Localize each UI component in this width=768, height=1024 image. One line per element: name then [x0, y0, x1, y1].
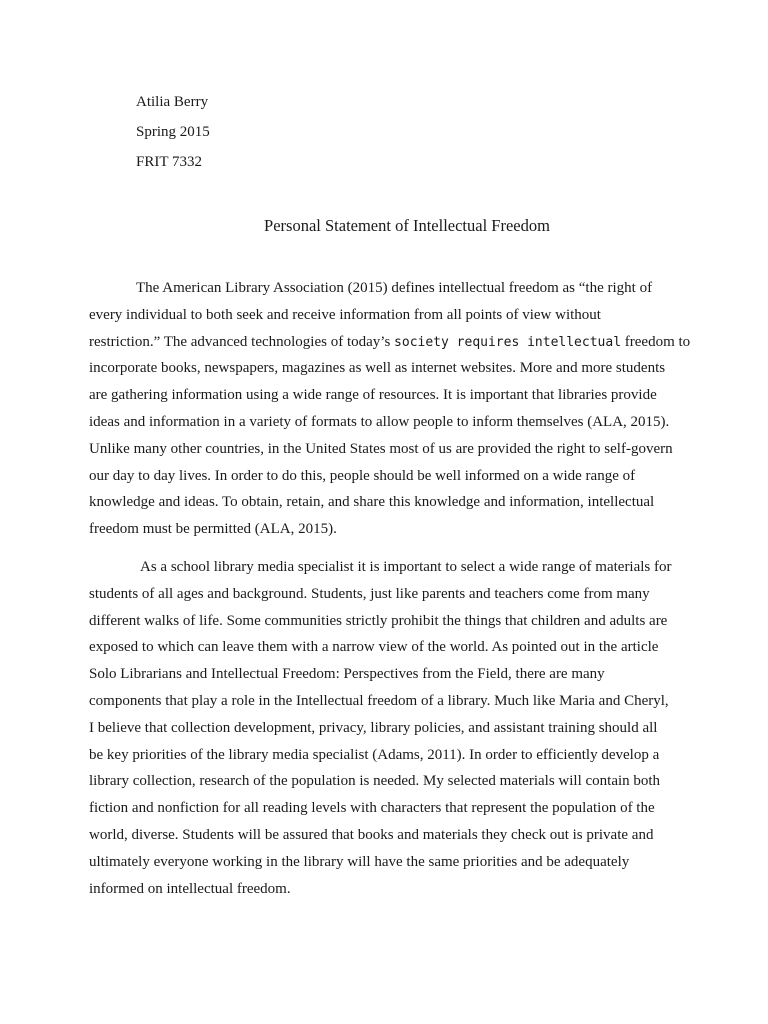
paragraph-line: different walks of life. Some communities strictly prohibit the things that children and adults are	[89, 612, 668, 629]
paragraph-line: components that play a role in the Intellectual freedom of a library. Much like Maria and Cheryl,	[89, 692, 669, 709]
paragraph-line: Unlike many other countries, in the United States most of us are provided the right to self-govern	[89, 440, 673, 457]
paragraph-line: I believe that collection development, privacy, library policies, and assistant training should all	[89, 719, 658, 736]
paragraph-line: knowledge and ideas. To obtain, retain, and share this knowledge and information, intellectual	[89, 494, 655, 511]
document-title: Personal Statement of Intellectual Freedom	[264, 216, 550, 235]
line-text: freedom to	[621, 333, 691, 350]
paragraph-line: informed on intellectual freedom.	[89, 880, 291, 897]
paragraph-line: ultimately everyone working in the library will have the same priorities and be adequately	[89, 853, 630, 870]
paragraph-line: every individual to both seek and receive information from all points of view without	[89, 306, 601, 323]
paragraph-line: exposed to which can leave them with a narrow view of the world. As pointed out in the article	[89, 639, 659, 656]
paragraph-line: are gathering information using a wide range of resources. It is important that libraries provide	[89, 387, 657, 404]
term: Spring 2015	[136, 124, 210, 140]
author-name: Atilia Berry	[136, 94, 209, 110]
mixed-font-text: society requires intellectual	[394, 334, 622, 350]
paragraph-2	[89, 557, 689, 905]
paragraph-line: incorporate books, newspapers, magazines as well as internet websites. More and more students	[89, 360, 666, 377]
paragraph-line: As a school library media specialist it is important to select a wide range of materials for	[140, 559, 672, 575]
paragraph-line: students of all ages and background. Students, just like parents and teachers come from many	[89, 585, 650, 602]
paragraph-line: library collection, research of the population is needed. My selected materials will contain both	[89, 773, 661, 790]
document-header	[136, 92, 210, 182]
line-text: restriction.” The advanced technologies of today’s	[89, 333, 395, 350]
course-code: FRIT 7332	[136, 154, 202, 170]
paragraph-line: fiction and nonfiction for all reading levels with characters that represent the population of the	[89, 800, 655, 817]
paragraph-1	[89, 278, 689, 546]
paragraph-line: world, diverse. Students will be assured that books and materials they check out is private and	[89, 826, 654, 843]
paragraph-line: ideas and information in a variety of formats to allow people to inform themselves (ALA, 2015).	[89, 413, 670, 430]
paragraph-line	[89, 332, 689, 359]
paragraph-line: freedom must be permitted (ALA, 2015).	[89, 521, 337, 538]
paragraph-line: be key priorities of the library media specialist (Adams, 2011). In order to efficiently develop a	[89, 746, 660, 763]
paragraph-line: The American Library Association (2015) defines intellectual freedom as “the right of	[136, 280, 653, 296]
paragraph-line: Solo Librarians and Intellectual Freedom: Perspectives from the Field, there are many	[89, 666, 605, 683]
paragraph-line: our day to day lives. In order to do this, people should be well informed on a wide range of	[89, 467, 636, 484]
